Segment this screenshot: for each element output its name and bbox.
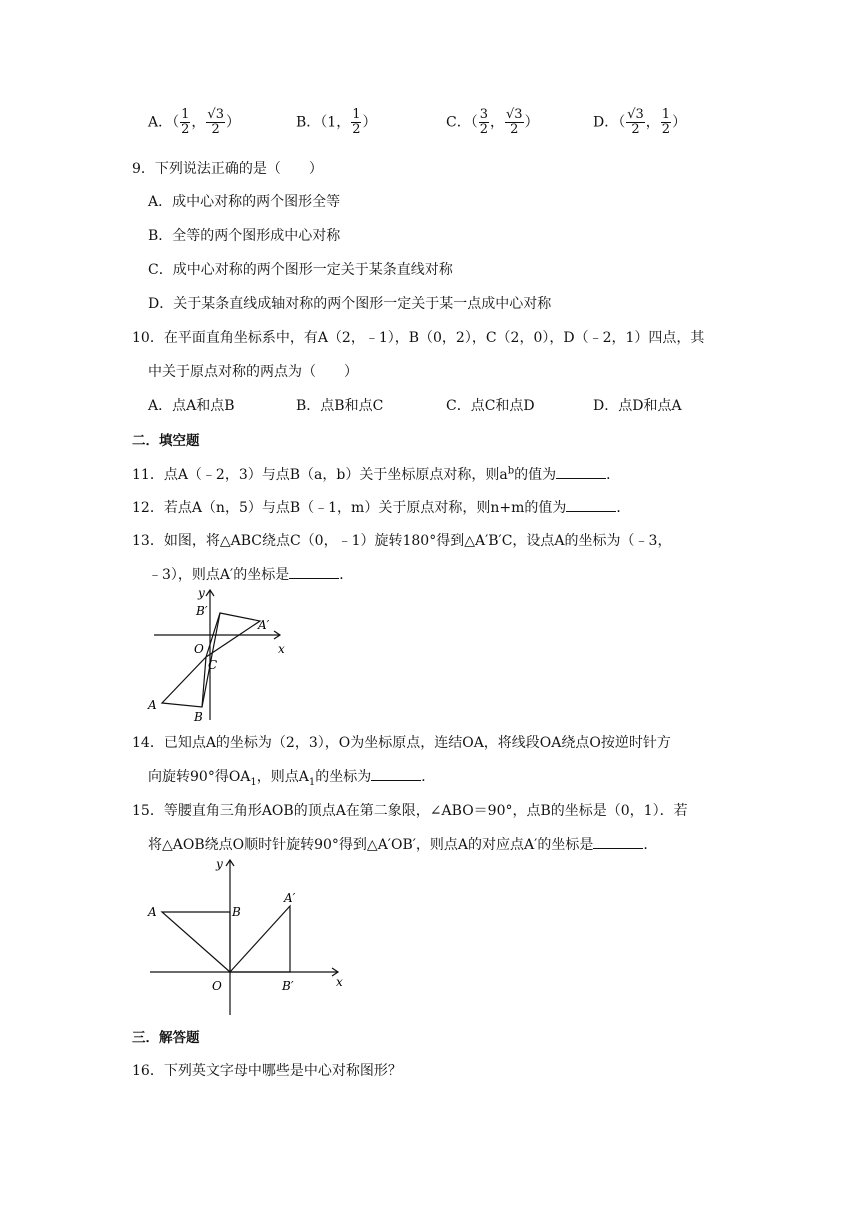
triangle-abc (162, 657, 206, 707)
q8-option-a: A．（ $\frac{1}{2}$ ， $\frac{√3}{2}$ ） (148, 107, 240, 137)
q9-option-c: C．成中心对称的两个图形一定关于某条直线对称 (148, 262, 453, 278)
q10-stem-line2: 中关于原点对称的两点为（ ） (148, 364, 358, 380)
q15-line2: 将△AOB绕点O顺时针旋转90°得到△A′OB′，则点A的对应点A′的坐标是 ． (148, 837, 658, 853)
section-heading-answers: 三．解答题 (132, 1030, 200, 1046)
q10-option-d: D．点D和点A (593, 398, 682, 414)
q10-option-c: C．点C和点D (446, 398, 535, 414)
figure-rotation-aob (140, 850, 350, 1020)
label-y: y (216, 857, 223, 871)
q13-line1: 13．如图，将△ABC绕点C（0，﹣1）旋转180°得到△A′B′C，设点A的坐标为（﹣3， (132, 533, 672, 549)
q11: 11．点A（﹣2，3）与点B（a，b）关于坐标原点对称，则$a^b$的值为 ． (132, 465, 621, 483)
label-b: B (232, 905, 241, 919)
label-y: y (198, 586, 205, 600)
figure-rotation-abc (140, 585, 290, 725)
label-a: A (148, 698, 157, 712)
q10-option-b: B．点B和点C (296, 398, 384, 414)
q10-stem-line1: 10．在平面直角坐标系中，有A（2，﹣1），B（0，2），C（2，0），D（﹣2，1）四点，其 (132, 330, 705, 346)
q10-option-a: A．点A和点B (148, 398, 235, 414)
q14-line2: 向旋转90°得$OA_1$，则点$A_1$的坐标为 ． (148, 769, 436, 788)
label-b: B (194, 710, 203, 724)
label-x: x (336, 975, 343, 989)
label-a: A (148, 905, 157, 919)
answer-blank (593, 836, 643, 849)
q12: 12．若点A（n，5）与点B（﹣1，m）关于原点对称，则n+m的值为 ． (132, 500, 631, 516)
section-heading-fill-in: 二．填空题 (132, 433, 200, 449)
label-o: O (194, 642, 204, 656)
q9-option-a: A．成中心对称的两个图形全等 (148, 194, 341, 210)
q14-line1: 14．已知点A的坐标为（2，3），O为坐标原点，连结OA，将线段OA绕点O按逆时针方 (132, 735, 671, 751)
q15-line1: 15．等腰直角三角形AOB的顶点A在第二象限，∠ABO＝90°，点B的坐标是（0，1）．若 (132, 803, 688, 819)
triangle-aob (162, 912, 230, 972)
q8-option-d: D．（ $\frac{√3}{2}$ ， $\frac{1}{2}$ ） (593, 107, 687, 137)
label-x: x (278, 642, 285, 656)
answer-blank (289, 566, 339, 579)
q9-option-b: B．全等的两个图形成中心对称 (148, 228, 341, 244)
q13-line2: ﹣3），则点A′的坐标是 ． (148, 567, 354, 583)
q8-option-b: B．（1， $\frac{1}{2}$ ） (296, 107, 377, 137)
answer-blank (556, 466, 606, 479)
label-o: O (212, 979, 222, 993)
label-c: C (208, 658, 218, 672)
label-a-prime: A′ (284, 891, 296, 905)
q9-stem: 9．下列说法正确的是（ ） (132, 161, 323, 177)
label-b-prime: B′ (282, 979, 294, 993)
answer-blank (371, 768, 421, 781)
answer-blank (566, 499, 616, 512)
q9-option-d: D．关于某条直线成轴对称的两个图形一定关于某一点成中心对称 (148, 296, 552, 312)
q16: 16．下列英文字母中哪些是中心对称图形？ (132, 1063, 402, 1079)
label-a-prime: A′ (258, 618, 270, 632)
label-b-prime: B′ (196, 604, 208, 618)
q8-option-c: C．（ $\frac{3}{2}$ ， $\frac{√3}{2}$ ） (446, 107, 539, 137)
